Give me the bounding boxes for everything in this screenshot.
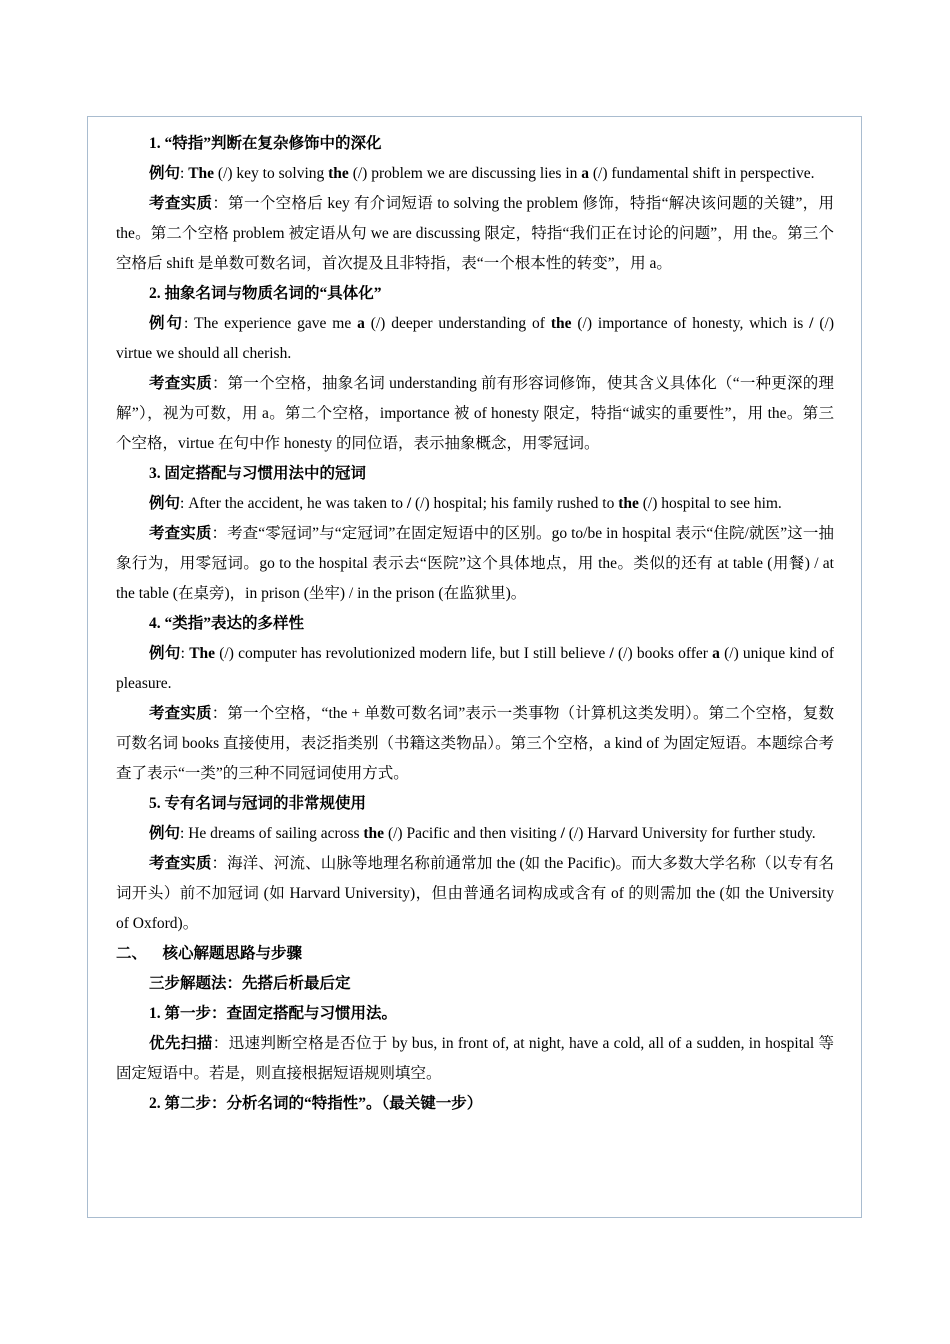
example-label: 例句 xyxy=(149,495,181,512)
document-body xyxy=(116,129,834,1119)
example-sentence: 例句: The (/) computer has revolutionized modern life, but I still believe / (/) books offer a (/) unique kind of pleasure. xyxy=(116,645,834,692)
example-sentence: 例句: The experience gave me a (/) deeper understanding of the (/) importance of honesty, which is / (/) virtue we should all cherish. xyxy=(116,315,834,362)
example-label: 例句 xyxy=(149,645,181,662)
analysis-label: 考查实质 xyxy=(149,855,212,872)
example-label: 例句 xyxy=(149,165,181,182)
step-1-heading: 1. 第一步：查固定搭配与习惯用法。 xyxy=(149,1005,398,1022)
item-heading: 4. “类指”表达的多样性 xyxy=(149,615,305,632)
analysis-label: 考查实质 xyxy=(149,705,212,722)
item-heading: 2. 抽象名词与物质名词的“具体化” xyxy=(149,285,382,302)
example-sentence: 例句: After the accident, he was taken to / (/) hospital; his family rushed to the (/) hospital to see him. xyxy=(149,495,782,512)
method-title: 三步解题法：先搭后析最后定 xyxy=(149,975,351,992)
section-title: 核心解题思路与步骤 xyxy=(162,945,303,962)
example-sentence: 例句: The (/) key to solving the (/) problem we are discussing lies in a (/) fundamental shift in perspective. xyxy=(149,165,815,182)
example-label: 例句 xyxy=(149,825,181,842)
example-sentence: 例句: He dreams of sailing across the (/) Pacific and then visiting / (/) Harvard University for further study. xyxy=(149,825,816,842)
analysis-label: 考查实质 xyxy=(149,195,213,212)
analysis-paragraph: 考查实质：海洋、河流、山脉等地理名称前通常加 the (如 the Pacific)。而大多数大学名称（以专有名词开头）前不加冠词 (如 Harvard University)，但由普通名词构成或含有 of 的则需加 the (如 the University of Oxford)。 xyxy=(116,855,834,932)
item-heading: 5. 专有名词与冠词的非常规使用 xyxy=(149,795,367,812)
scan-label: 优先扫描 xyxy=(149,1035,213,1052)
section-number: 二、 xyxy=(116,945,148,962)
section-heading xyxy=(116,939,834,969)
analysis-label: 考查实质 xyxy=(149,525,212,542)
scan-paragraph: 优先扫描：迅速判断空格是否位于 by bus, in front of, at night, have a cold, all of a sudden, in hospital 等固定短语中。若是，则直接根据短语规则填空。 xyxy=(116,1035,834,1082)
analysis-label: 考查实质 xyxy=(149,375,212,392)
example-label: 例句 xyxy=(149,315,184,332)
item-heading: 3. 固定搭配与习惯用法中的冠词 xyxy=(149,465,367,482)
step-2-heading: 2. 第二步：分析名词的“特指性”。（最关键一步） xyxy=(149,1095,483,1112)
analysis-paragraph: 考查实质：第一个空格，抽象名词 understanding 前有形容词修饰，使其含义具体化（“一种更深的理解”），视为可数，用 a。第二个空格，importance 被 of honesty 限定，特指“诚实的重要性”，用 the。第三个空格，virtue 在句中作 honesty 的同位语，表示抽象概念，用零冠词。 xyxy=(116,375,834,452)
analysis-paragraph: 考查实质：第一个空格，“the + 单数可数名词”表示一类事物（计算机这类发明）。第二个空格，复数可数名词 books 直接使用，表泛指类别（书籍这类物品）。第三个空格，a kind of 为固定短语。本题综合考查了表示“一类”的三种不同冠词使用方式。 xyxy=(116,705,834,782)
item-heading: 1. “特指”判断在复杂修饰中的深化 xyxy=(149,135,382,152)
analysis-paragraph: 考查实质：第一个空格后 key 有介词短语 to solving the problem 修饰，特指“解决该问题的关键”，用 the。第二个空格 problem 被定语从句 we are discussing 限定，特指“我们正在讨论的问题”，用 the。第三个空格后 shift 是单数可数名词，首次提及且非特指，表“一个根本性的转变”，用 a。 xyxy=(116,195,834,272)
analysis-paragraph: 考查实质：考查“零冠词”与“定冠词”在固定短语中的区别。go to/be in hospital 表示“住院/就医”这一抽象行为，用零冠词。go to the hospital 表示去“医院”这个具体地点，用 the。类似的还有 at table (用餐) / at the table (在桌旁)，in prison (坐牢) / in the prison (在监狱里)。 xyxy=(116,525,834,602)
